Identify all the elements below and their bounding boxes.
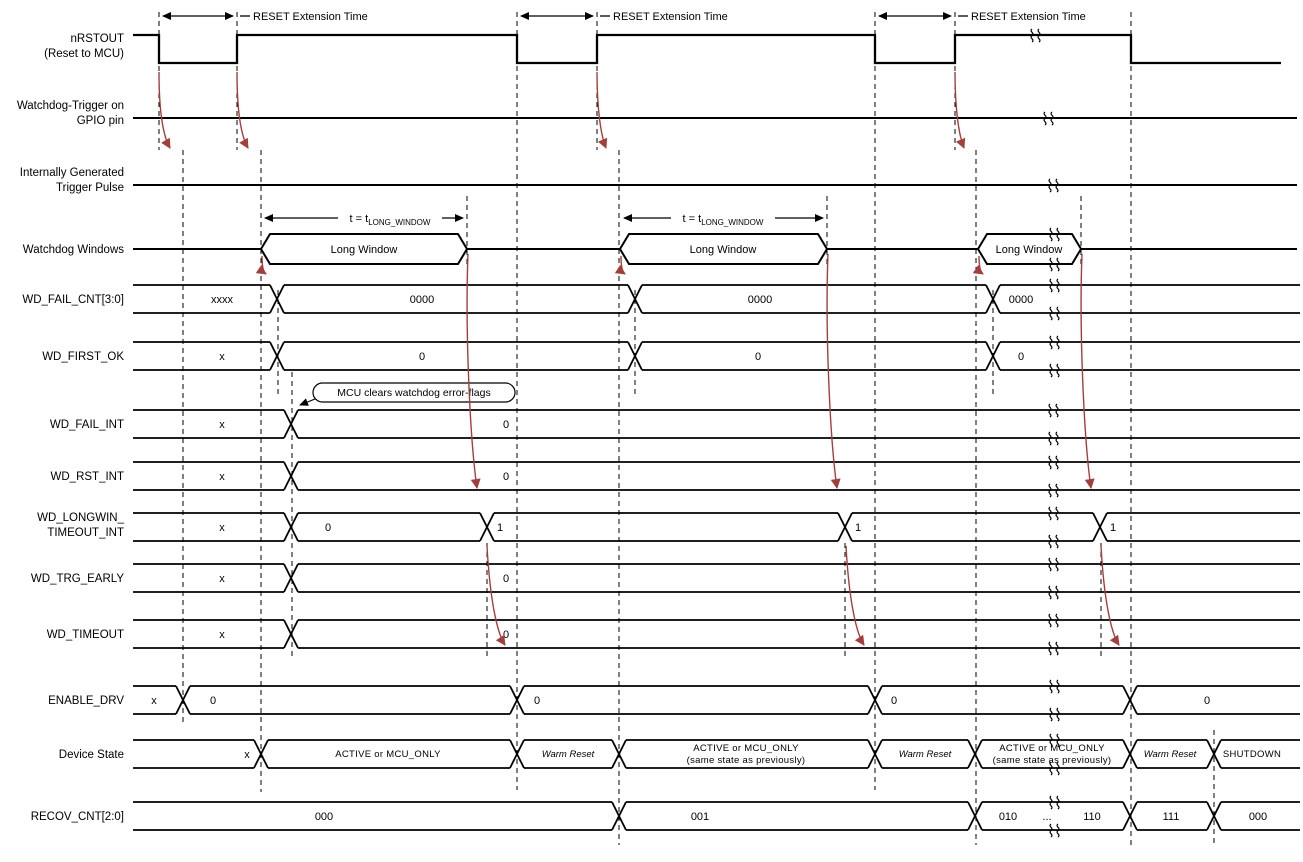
mcu-callout	[300, 383, 515, 405]
recov-cnt-value: ...	[1042, 811, 1052, 823]
wd-first-ok-value: 0	[754, 351, 762, 363]
wd-first-ok-value: 0	[418, 351, 426, 363]
label-enable-drv: ENABLE_DRV	[48, 695, 124, 707]
device-state-value: Warm Reset	[541, 749, 595, 760]
enable-drv-value: 0	[533, 695, 541, 707]
wd-rst-int-value: x	[219, 471, 225, 483]
device-state-value: (same state as previously)	[992, 755, 1112, 766]
wd-timeout-value: 0	[502, 629, 510, 641]
device-state-value: ACTIVE or MCU_ONLY	[693, 743, 799, 754]
label-wd-trigger-2: GPIO pin	[76, 115, 124, 127]
enable-drv-value: 0	[890, 695, 898, 707]
device-state-value: ACTIVE or MCU_ONLY	[999, 743, 1105, 754]
label-wd-rst-int: WD_RST_INT	[50, 471, 124, 483]
device-state-value: SHUTDOWN	[1222, 749, 1282, 760]
wd-first-ok-value: 0	[1017, 351, 1025, 363]
wd-longwin-value: 1	[496, 522, 504, 534]
t-long-window-label: $t = t_{LONG\_WINDOW}$	[349, 213, 431, 227]
label-wd-trigger: Watchdog-Trigger on	[16, 100, 124, 112]
t-long-window-label: $t = t_{LONG\_WINDOW}$	[682, 213, 764, 227]
long-window-2-label: Long Window	[689, 244, 757, 256]
label-recov-cnt: RECOV_CNT[2:0]	[30, 811, 124, 823]
device-state-value: x	[244, 749, 250, 761]
label-wd-first-ok: WD_FIRST_OK	[42, 351, 124, 363]
label-nrstout-2: (Reset to MCU)	[44, 48, 124, 60]
reset-extension-label: RESET Extension Time	[613, 11, 728, 23]
label-wd-longwin-2: TIMEOUT_INT	[47, 527, 124, 539]
label-wd-longwin: WD_LONGWIN_	[37, 512, 124, 524]
label-internal-trigger-2: Trigger Pulse	[56, 182, 124, 194]
reset-extension-label: RESET Extension Time	[971, 11, 1086, 23]
label-wd-trg-early: WD_TRG_EARLY	[30, 573, 124, 585]
wd-fail-cnt-value: 0000	[747, 294, 773, 306]
device-state-value: ACTIVE or MCU_ONLY	[335, 749, 441, 760]
wd-fail-cnt-value: 0000	[1008, 294, 1034, 306]
recov-cnt-value: 110	[1083, 811, 1101, 823]
enable-drv-value: 0	[209, 695, 217, 707]
recov-cnt-value: 000	[314, 811, 334, 823]
wd-trg-early-value: x	[219, 573, 225, 585]
long-window-1-label: Long Window	[330, 244, 398, 256]
wd-fail-int-value: 0	[502, 419, 510, 431]
recov-cnt-value: 010	[998, 811, 1018, 823]
label-device-state: Device State	[58, 749, 124, 761]
wd-longwin-value: 1	[1109, 522, 1117, 534]
label-internal-trigger: Internally Generated	[19, 167, 124, 179]
long-window-3-label: Long Window	[995, 244, 1063, 256]
wd-first-ok-value: x	[219, 351, 225, 363]
recov-cnt-value: 111	[1162, 811, 1180, 823]
label-watchdog-windows: Watchdog Windows	[22, 244, 124, 256]
wd-fail-int-value: x	[219, 419, 225, 431]
label-wd-fail-cnt: WD_FAIL_CNT[3:0]	[22, 294, 124, 306]
reset-extension-label: RESET Extension Time	[253, 11, 368, 23]
wd-rst-int-value: 0	[502, 471, 510, 483]
wd-timeout-value: x	[219, 629, 225, 641]
enable-drv-value: x	[151, 695, 157, 707]
wd-fail-cnt-value: 0000	[409, 294, 435, 306]
device-state-value: Warm Reset	[898, 749, 952, 760]
label-wd-timeout: WD_TIMEOUT	[46, 629, 124, 641]
device-state-value: Warm Reset	[1143, 749, 1197, 760]
wd-longwin-value: 0	[324, 522, 332, 534]
label-nrstout: nRSTOUT	[70, 33, 124, 45]
label-wd-fail-int: WD_FAIL_INT	[49, 419, 124, 431]
enable-drv-value: 0	[1203, 695, 1211, 707]
device-state-value: (same state as previously)	[686, 755, 806, 766]
wd-trg-early-value: 0	[502, 573, 510, 585]
wd-fail-cnt-value: xxxx	[211, 294, 233, 306]
recov-cnt-value: 000	[1248, 811, 1268, 823]
recov-cnt-value: 001	[690, 811, 710, 823]
wd-longwin-value: x	[219, 522, 225, 534]
wd-longwin-value: 1	[854, 522, 862, 534]
mcu-callout-label: MCU clears watchdog error-flags	[337, 387, 491, 399]
